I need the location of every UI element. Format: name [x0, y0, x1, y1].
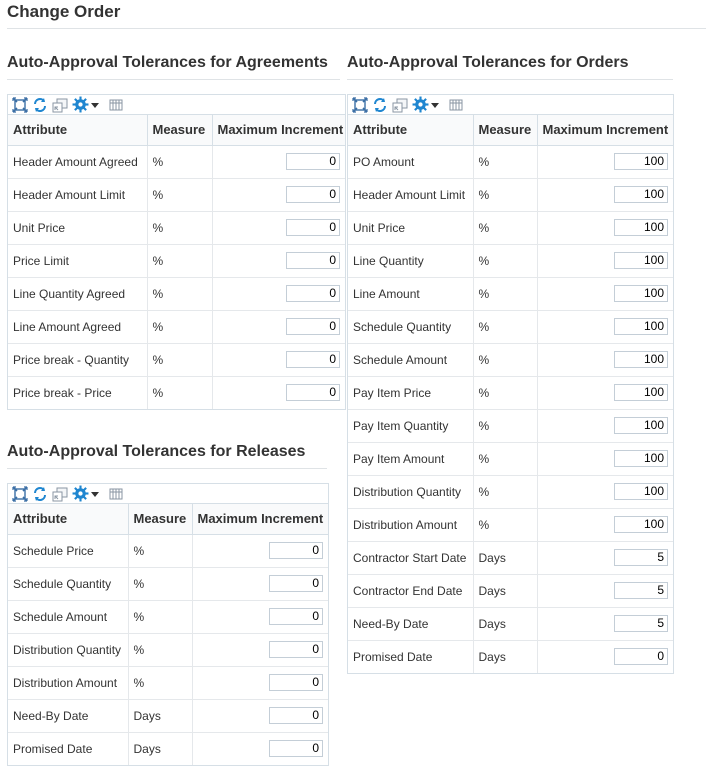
maximum-increment-input[interactable]: 0	[286, 186, 340, 203]
maximum-increment-input[interactable]: 5	[614, 615, 668, 632]
maximum-increment-cell	[212, 310, 345, 343]
maximum-increment-cell	[212, 277, 345, 310]
maximum-increment-input[interactable]: 100	[614, 384, 668, 401]
agreements-table-panel	[7, 94, 346, 410]
attribute-cell: Line Quantity	[348, 244, 473, 277]
agreements-table	[8, 115, 345, 409]
measure-cell: %	[147, 376, 212, 409]
chevron-down-icon[interactable]	[430, 97, 440, 113]
table-row[interactable]	[8, 244, 345, 277]
gear-icon[interactable]	[412, 97, 429, 113]
maximum-increment-cell	[537, 541, 673, 574]
table-row[interactable]	[348, 475, 673, 508]
detach-icon[interactable]	[352, 97, 368, 113]
gear-icon[interactable]	[72, 486, 89, 502]
maximum-increment-cell	[537, 409, 673, 442]
attribute-cell: Schedule Price	[8, 534, 128, 567]
attribute-cell: Distribution Amount	[8, 666, 128, 699]
maximum-increment-cell	[212, 211, 345, 244]
measure-cell: %	[147, 277, 212, 310]
table-row[interactable]	[8, 178, 345, 211]
measure-cell: %	[147, 211, 212, 244]
measure-cell: %	[147, 343, 212, 376]
table-row[interactable]	[8, 600, 328, 633]
maximum-increment-cell	[192, 633, 328, 666]
maximum-increment-cell	[212, 343, 345, 376]
maximum-increment-cell	[537, 145, 673, 178]
maximum-increment-input[interactable]: 0	[286, 351, 340, 368]
maximum-increment-cell	[537, 211, 673, 244]
attribute-cell: Distribution Amount	[348, 508, 473, 541]
releases-toolbar	[8, 483, 328, 504]
attribute-cell: Pay Item Price	[348, 376, 473, 409]
measure-cell: Days	[473, 640, 537, 673]
measure-cell: %	[128, 600, 192, 633]
chevron-down-icon[interactable]	[90, 97, 100, 113]
column-header-attribute[interactable]: Attribute	[8, 504, 128, 534]
maximum-increment-cell	[537, 442, 673, 475]
measure-cell: %	[473, 475, 537, 508]
maximum-increment-cell	[192, 732, 328, 765]
measure-cell: %	[473, 244, 537, 277]
page-title: Change Order	[7, 2, 121, 21]
table-row[interactable]	[8, 310, 345, 343]
freeze-icon[interactable]	[52, 486, 68, 502]
column-header-maximum-increment[interactable]: Maximum Increment	[212, 115, 345, 145]
attribute-cell: Price break - Price	[8, 376, 147, 409]
freeze-icon[interactable]	[52, 97, 68, 113]
table-row[interactable]	[348, 442, 673, 475]
maximum-increment-input[interactable]: 100	[614, 417, 668, 434]
measure-cell: %	[147, 178, 212, 211]
column-header-measure[interactable]: Measure	[128, 504, 192, 534]
maximum-increment-input[interactable]: 100	[614, 153, 668, 170]
table-row[interactable]	[8, 666, 328, 699]
detach-icon[interactable]	[12, 97, 28, 113]
maximum-increment-input[interactable]: 0	[269, 707, 323, 724]
table-row[interactable]	[348, 178, 673, 211]
attribute-cell: Distribution Quantity	[8, 633, 128, 666]
table-row[interactable]	[8, 534, 328, 567]
agreements-section-title: Auto-Approval Tolerances for Agreements	[7, 54, 328, 71]
attribute-cell: Unit Price	[348, 211, 473, 244]
attribute-cell: Promised Date	[8, 732, 128, 765]
maximum-increment-cell	[212, 178, 345, 211]
table-row[interactable]	[348, 409, 673, 442]
maximum-increment-cell	[212, 145, 345, 178]
attribute-cell: Line Amount Agreed	[8, 310, 147, 343]
measure-cell: %	[147, 244, 212, 277]
measure-cell: %	[473, 508, 537, 541]
attribute-cell: Promised Date	[348, 640, 473, 673]
table-row[interactable]	[348, 145, 673, 178]
column-header-measure[interactable]: Measure	[473, 115, 537, 145]
agreements-divider	[7, 79, 340, 80]
table-row[interactable]	[8, 376, 345, 409]
maximum-increment-input[interactable]: 0	[269, 542, 323, 559]
attribute-cell: Pay Item Amount	[348, 442, 473, 475]
attribute-cell: Header Amount Limit	[8, 178, 147, 211]
maximum-increment-cell	[537, 178, 673, 211]
title-divider	[7, 28, 706, 29]
refresh-icon[interactable]	[32, 97, 48, 113]
refresh-icon[interactable]	[32, 486, 48, 502]
measure-cell: %	[128, 567, 192, 600]
maximum-increment-input[interactable]: 0	[286, 285, 340, 302]
maximum-increment-input[interactable]: 0	[286, 252, 340, 269]
releases-table	[8, 504, 328, 765]
columns-icon[interactable]	[448, 97, 464, 113]
maximum-increment-cell	[537, 640, 673, 673]
maximum-increment-cell	[537, 475, 673, 508]
maximum-increment-input[interactable]: 0	[286, 318, 340, 335]
attribute-cell: Need-By Date	[8, 699, 128, 732]
column-header-measure[interactable]: Measure	[147, 115, 212, 145]
measure-cell: %	[473, 310, 537, 343]
column-header-maximum-increment[interactable]: Maximum Increment	[192, 504, 328, 534]
table-row[interactable]	[348, 244, 673, 277]
measure-cell: %	[473, 343, 537, 376]
maximum-increment-cell	[212, 376, 345, 409]
maximum-increment-input[interactable]: 100	[614, 252, 668, 269]
table-row[interactable]	[348, 277, 673, 310]
column-header-attribute[interactable]: Attribute	[348, 115, 473, 145]
gear-icon[interactable]	[72, 97, 89, 113]
attribute-cell: Line Amount	[348, 277, 473, 310]
maximum-increment-input[interactable]: 100	[614, 285, 668, 302]
maximum-increment-input[interactable]: 0	[269, 740, 323, 757]
freeze-icon[interactable]	[392, 97, 408, 113]
columns-icon[interactable]	[108, 97, 124, 113]
releases-section-title: Auto-Approval Tolerances for Releases	[7, 443, 306, 460]
table-row[interactable]	[348, 376, 673, 409]
attribute-cell: Price break - Quantity	[8, 343, 147, 376]
maximum-increment-cell	[537, 508, 673, 541]
table-row[interactable]	[8, 732, 328, 765]
table-row[interactable]	[8, 633, 328, 666]
maximum-increment-input[interactable]: 100	[614, 318, 668, 335]
measure-cell: %	[147, 310, 212, 343]
maximum-increment-cell	[537, 343, 673, 376]
column-header-attribute[interactable]: Attribute	[8, 115, 147, 145]
measure-cell: %	[473, 442, 537, 475]
measure-cell: %	[473, 277, 537, 310]
refresh-icon[interactable]	[372, 97, 388, 113]
maximum-increment-input[interactable]: 100	[614, 450, 668, 467]
detach-icon[interactable]	[12, 486, 28, 502]
attribute-cell: Schedule Amount	[8, 600, 128, 633]
agreements-toolbar	[8, 94, 345, 115]
maximum-increment-input[interactable]: 0	[614, 648, 668, 665]
maximum-increment-input[interactable]: 100	[614, 186, 668, 203]
column-header-maximum-increment[interactable]: Maximum Increment	[537, 115, 673, 145]
attribute-cell: Schedule Amount	[348, 343, 473, 376]
table-row[interactable]	[348, 343, 673, 376]
table-row[interactable]	[348, 541, 673, 574]
maximum-increment-cell	[192, 534, 328, 567]
chevron-down-icon[interactable]	[90, 486, 100, 502]
measure-cell: %	[473, 178, 537, 211]
measure-cell: Days	[128, 732, 192, 765]
table-row[interactable]	[348, 640, 673, 673]
table-row[interactable]	[8, 277, 345, 310]
maximum-increment-input[interactable]: 0	[269, 674, 323, 691]
measure-cell: %	[128, 534, 192, 567]
maximum-increment-cell	[537, 244, 673, 277]
maximum-increment-input[interactable]: 100	[614, 219, 668, 236]
attribute-cell: PO Amount	[348, 145, 473, 178]
attribute-cell: Contractor End Date	[348, 574, 473, 607]
measure-cell: %	[473, 211, 537, 244]
maximum-increment-input[interactable]: 0	[286, 219, 340, 236]
table-row[interactable]	[8, 145, 345, 178]
table-row[interactable]	[8, 343, 345, 376]
table-row[interactable]	[348, 574, 673, 607]
maximum-increment-cell	[192, 699, 328, 732]
maximum-increment-cell	[212, 244, 345, 277]
orders-table-panel	[347, 94, 674, 674]
attribute-cell: Need-By Date	[348, 607, 473, 640]
table-row[interactable]	[348, 211, 673, 244]
maximum-increment-input[interactable]: 100	[614, 351, 668, 368]
attribute-cell: Price Limit	[8, 244, 147, 277]
maximum-increment-cell	[537, 277, 673, 310]
attribute-cell: Distribution Quantity	[348, 475, 473, 508]
measure-cell: %	[147, 145, 212, 178]
orders-section-title: Auto-Approval Tolerances for Orders	[347, 54, 629, 71]
attribute-cell: Header Amount Agreed	[8, 145, 147, 178]
measure-cell: Days	[473, 574, 537, 607]
maximum-increment-cell	[192, 600, 328, 633]
measure-cell: %	[128, 633, 192, 666]
orders-toolbar	[348, 94, 673, 115]
attribute-cell: Pay Item Quantity	[348, 409, 473, 442]
maximum-increment-input[interactable]: 5	[614, 549, 668, 566]
measure-cell: Days	[473, 607, 537, 640]
releases-divider	[7, 468, 327, 469]
maximum-increment-cell	[537, 607, 673, 640]
table-row[interactable]	[8, 567, 328, 600]
columns-icon[interactable]	[108, 486, 124, 502]
maximum-increment-cell	[192, 567, 328, 600]
maximum-increment-input[interactable]: 0	[269, 575, 323, 592]
maximum-increment-input[interactable]: 5	[614, 582, 668, 599]
table-row[interactable]	[8, 211, 345, 244]
maximum-increment-cell	[537, 376, 673, 409]
maximum-increment-input[interactable]: 100	[614, 483, 668, 500]
measure-cell: Days	[128, 699, 192, 732]
maximum-increment-input[interactable]: 0	[269, 608, 323, 625]
maximum-increment-cell	[537, 574, 673, 607]
orders-divider	[347, 79, 673, 80]
maximum-increment-input[interactable]: 100	[614, 516, 668, 533]
measure-cell: %	[473, 145, 537, 178]
maximum-increment-input[interactable]: 0	[286, 153, 340, 170]
maximum-increment-input[interactable]: 0	[269, 641, 323, 658]
table-row[interactable]	[8, 699, 328, 732]
measure-cell: %	[128, 666, 192, 699]
measure-cell: %	[473, 376, 537, 409]
maximum-increment-cell	[192, 666, 328, 699]
table-row[interactable]	[348, 607, 673, 640]
releases-table-panel	[7, 483, 329, 766]
table-row[interactable]	[348, 310, 673, 343]
attribute-cell: Schedule Quantity	[348, 310, 473, 343]
maximum-increment-cell	[537, 310, 673, 343]
measure-cell: %	[473, 409, 537, 442]
table-row[interactable]	[348, 508, 673, 541]
attribute-cell: Schedule Quantity	[8, 567, 128, 600]
orders-table	[348, 115, 673, 673]
attribute-cell: Contractor Start Date	[348, 541, 473, 574]
maximum-increment-input[interactable]: 0	[286, 384, 340, 401]
attribute-cell: Unit Price	[8, 211, 147, 244]
measure-cell: Days	[473, 541, 537, 574]
attribute-cell: Header Amount Limit	[348, 178, 473, 211]
attribute-cell: Line Quantity Agreed	[8, 277, 147, 310]
